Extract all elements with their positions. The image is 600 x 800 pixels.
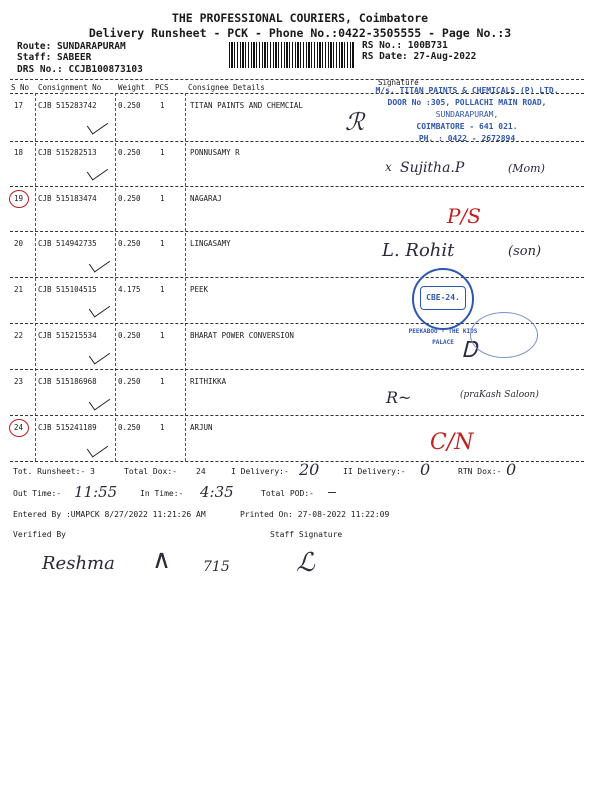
- row-consignment: CJB 515215534: [38, 331, 97, 340]
- row-consignment: CJB 515282513: [38, 148, 97, 157]
- divider: [10, 231, 584, 232]
- staff-label: Staff: SABEER: [17, 52, 92, 63]
- rtn-dox-label: RTN Dox:-: [458, 467, 502, 476]
- staff-signature-scribble: ℒ: [296, 548, 315, 578]
- row-consignment: CJB 515283742: [38, 101, 97, 110]
- i-delivery-label: I Delivery:-: [231, 467, 289, 476]
- col-sno: S No: [11, 83, 30, 92]
- total-pod-label: Total POD:-: [261, 489, 314, 498]
- company-stamp-line: SUNDARAPURAM,: [435, 110, 499, 119]
- col-signature: Signature: [378, 78, 419, 87]
- row-consignment: CJB 515183474: [38, 194, 97, 203]
- signature-scribble: ∧: [152, 545, 172, 575]
- entered-by: Entered By :UMAPCK 8/27/2022 11:21:26 AM: [13, 510, 206, 519]
- row-consignment: CJB 514942735: [38, 239, 97, 248]
- company-stamp-line: M/s. TITAN PAINTS & CHEMICALS (P) LTD.: [375, 86, 559, 95]
- ii-delivery-label: II Delivery:-: [343, 467, 406, 476]
- i-delivery-value: 20: [299, 460, 320, 479]
- row-sno: 23: [14, 377, 24, 386]
- row-consignee: TITAN PAINTS AND CHEMCIAL: [190, 101, 303, 110]
- handwritten-status: P/S: [447, 204, 481, 228]
- row-pcs: 1: [160, 148, 165, 157]
- row-sno: 19: [14, 194, 24, 203]
- row-consignee: NAGARAJ: [190, 194, 222, 203]
- signature-scribble: ℛ: [345, 108, 365, 136]
- divider: [10, 461, 584, 462]
- rs-date: RS Date: 27-Aug-2022: [362, 51, 477, 62]
- company-stamp-line: COIMBATORE - 641 021.: [416, 122, 518, 131]
- handwritten-relation: (son): [508, 244, 542, 259]
- tick-mark: [87, 161, 108, 180]
- row-consignee: BHARAT POWER CONVERSION: [190, 331, 294, 340]
- tick-mark: [89, 253, 110, 272]
- total-dox-label: Total Dox:-: [124, 467, 177, 476]
- stamp-outer-text: PEEKABOO - THE KIDS PALACE: [408, 328, 478, 346]
- row-weight: 0.250: [118, 331, 141, 340]
- in-time-label: In Time:-: [140, 489, 184, 498]
- row-consignment: CJB 515186968: [38, 377, 97, 386]
- row-weight: 0.250: [118, 101, 141, 110]
- row-consignee: RITHIKKA: [190, 377, 227, 386]
- divider: [10, 415, 584, 416]
- row-pcs: 1: [160, 377, 165, 386]
- stamp-center: CBE-24.: [420, 286, 466, 310]
- stamp-faint: [470, 312, 538, 358]
- row-pcs: 1: [160, 331, 165, 340]
- row-weight: 0.250: [118, 194, 141, 203]
- signature-number: 715: [203, 559, 230, 575]
- in-time-value: 4:35: [200, 483, 234, 501]
- row-consignee: LINGASAMY: [190, 239, 231, 248]
- handwritten-x: x: [385, 160, 392, 174]
- handwritten-receiver: Sujitha.P: [400, 160, 465, 176]
- row-sno: 24: [14, 423, 24, 432]
- col-consignee: Consignee Details: [188, 83, 265, 92]
- runsheet-subtitle: Delivery Runsheet - PCK - Phone No.:0422-3505555 - Page No.:3: [88, 26, 512, 40]
- route-label: Route: SUNDARAPURAM: [17, 41, 126, 52]
- tick-mark: [87, 115, 108, 134]
- rtn-dox-value: 0: [506, 460, 517, 479]
- total-dox-value: 24: [196, 467, 206, 476]
- divider: [10, 277, 584, 278]
- row-sno: 18: [14, 148, 24, 157]
- row-consignee: PONNUSAMY R: [190, 148, 240, 157]
- row-weight: 0.250: [118, 148, 141, 157]
- row-pcs: 1: [160, 423, 165, 432]
- staff-signature-label: Staff Signature: [270, 530, 343, 539]
- verified-by-label: Verified By: [13, 530, 66, 539]
- out-time-value: 11:55: [74, 483, 118, 501]
- shop-stamp: [412, 268, 474, 330]
- printed-on: Printed On: 27-08-2022 11:22:09: [240, 510, 390, 519]
- row-sno: 21: [14, 285, 24, 294]
- tick-mark: [89, 391, 110, 410]
- row-pcs: 1: [160, 101, 165, 110]
- handwritten-relation: (Mom): [508, 162, 545, 175]
- handwritten-receiver: L. Rohit: [382, 240, 455, 261]
- row-sno: 17: [14, 101, 24, 110]
- signature-scribble: R~: [386, 388, 412, 407]
- drs-label: DRS No.: CCJB100873103: [17, 64, 143, 75]
- tick-mark: [87, 438, 108, 457]
- barcode: [229, 42, 355, 68]
- row-consignment: CJB 515241189: [38, 423, 97, 432]
- company-title: THE PROFESSIONAL COURIERS, Coimbatore: [171, 11, 429, 25]
- dash-mark: [328, 492, 336, 493]
- row-sno: 22: [14, 331, 24, 340]
- tot-runsheet: Tot. Runsheet:- 3: [13, 467, 95, 476]
- row-pcs: 1: [160, 194, 165, 203]
- row-weight: 0.250: [118, 423, 141, 432]
- handwritten-note: (praKash Saloon): [460, 390, 539, 400]
- out-time-label: Out Time:-: [13, 489, 62, 498]
- verifier-signature: Reshma: [42, 553, 115, 574]
- ii-delivery-value: 0: [420, 460, 431, 479]
- company-stamp-line: DOOR No :305, POLLACHI MAIN ROAD,: [387, 98, 547, 107]
- row-consignment: CJB 515104515: [38, 285, 97, 294]
- rs-no: RS No.: 100B731: [362, 40, 448, 51]
- divider: [10, 369, 584, 370]
- tick-mark: [89, 298, 110, 317]
- tick-mark: [89, 345, 110, 364]
- divider: [10, 79, 584, 80]
- row-weight: 0.250: [118, 239, 141, 248]
- row-pcs: 1: [160, 285, 165, 294]
- col-pcs: PCS: [155, 83, 169, 92]
- col-consignment: Consignment No: [38, 83, 102, 92]
- row-weight: 4.175: [118, 285, 141, 294]
- divider: [10, 186, 584, 187]
- row-sno: 20: [14, 239, 24, 248]
- row-consignee: ARJUN: [190, 423, 213, 432]
- row-weight: 0.250: [118, 377, 141, 386]
- signature-scribble: Ꭰ: [462, 338, 477, 363]
- company-stamp-line: PH. : 0422 - 2672894: [418, 134, 516, 143]
- row-pcs: 1: [160, 239, 165, 248]
- col-weight: Weight: [118, 83, 146, 92]
- handwritten-status: C/N: [430, 430, 474, 455]
- row-consignee: PEEK: [190, 285, 209, 294]
